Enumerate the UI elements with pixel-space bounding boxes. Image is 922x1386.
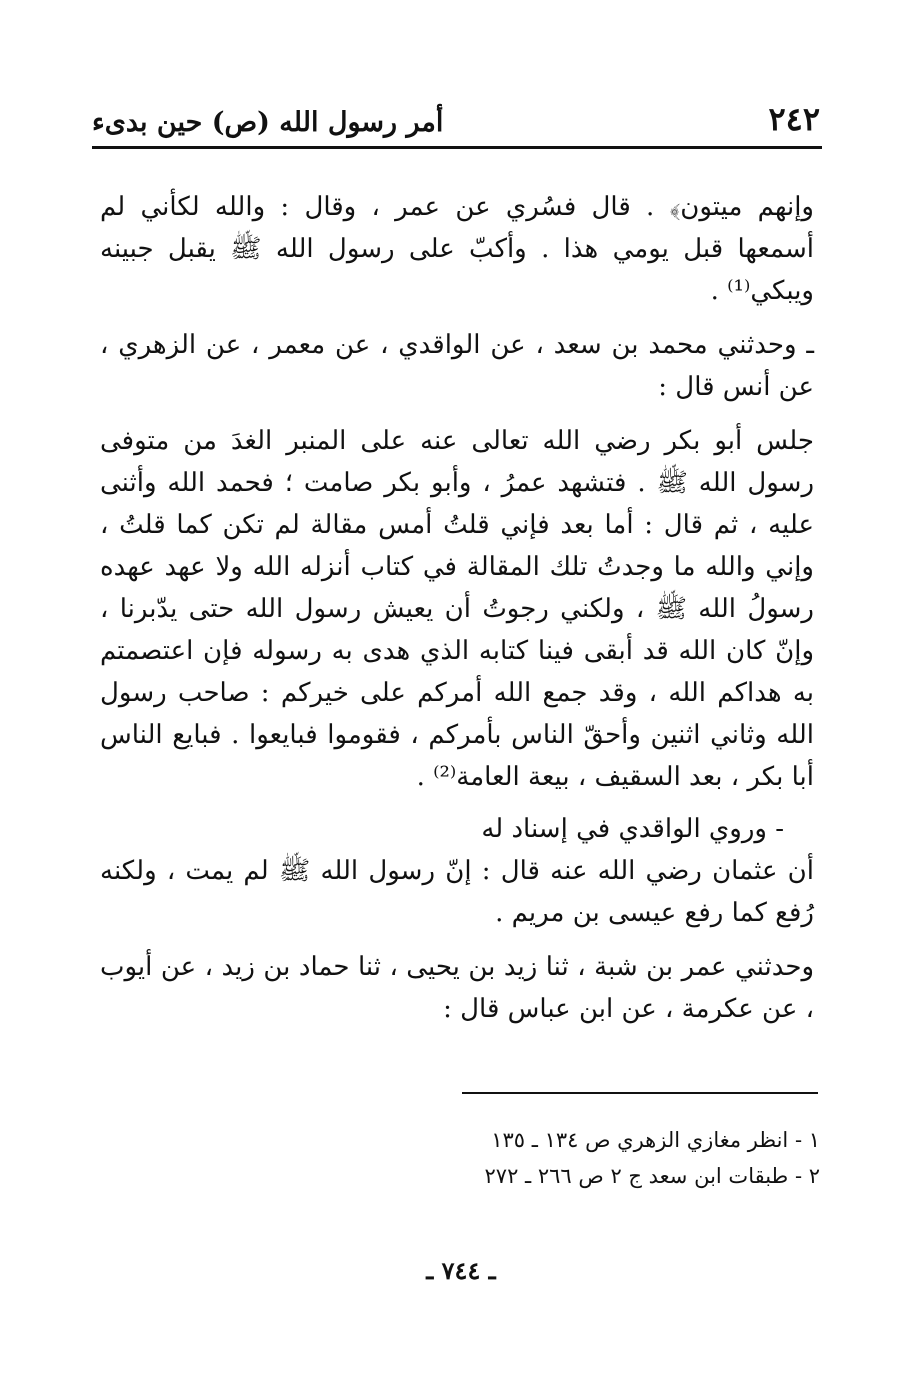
- page-header: [92, 92, 820, 138]
- paragraph-5: أن عثمان رضي الله عنه قال : إنّ رسول الله ﷺ لم يمت ، ولكنه رُفع كما رفع عيسى بن مريم .: [100, 856, 814, 928]
- paragraph-3: جلس أبو بكر رضي الله تعالى عنه على المنبر الغدَ من متوفى رسول الله ﷺ . فتشهد عمرُ ، وأبو بكر صامت ؛ فحمد الله وأثنى عليه ، ثم قال : أما بعد فإني قلتُ أمس مقالة لم تكن كما قلتُ ، وإني والله ما وجدتُ تلك المقالة في كتاب أنزله الله ولا عهد عهده رسولُ الله ﷺ ، ولكني رجوتُ أن يعيش رسول الله حتى يدّبرنا ، وإنّ كان الله قد أبقى فينا كتابه الذي هدى به رسوله فإن اعتصمتم به هداكم الله ، وقد جمع الله أمركم على خيركم : صاحب رسول الله وثاني اثنين وأحقّ الناس بأمركم ، فقوموا فبايعوا . فبايع الناس أبا بكر ، بعد السقيف ، بيعة العامة⁽²⁾ .: [100, 426, 814, 792]
- footnote-2: ٢ - طبقات ابن سعد ج ٢ ص ٢٦٦ ـ ٢٧٢: [484, 1164, 820, 1188]
- footnote-rule: [462, 1092, 818, 1094]
- paragraph-1: وإنهم ميتون﴾ . قال فسُري عن عمر ، وقال : والله لكأني لم أسمعها قبل يومي هذا . وأكبّ على رسول الله ﷺ يقبل جبينه ويبكي⁽¹⁾ .: [100, 192, 814, 306]
- footer-page-number: ـ ٧٤٤ ـ: [426, 1256, 496, 1285]
- paragraph-4: - وروي الواقدي في إسناد له: [481, 814, 784, 844]
- header-rule: [92, 146, 822, 149]
- header-page-number: ٢٤٢: [768, 100, 820, 138]
- main-text: [100, 186, 814, 1030]
- footnote-1: ١ - انظر مغازي الزهري ص ١٣٤ ـ ١٣٥: [491, 1128, 820, 1152]
- paragraph-2: ـ وحدثني محمد بن سعد ، عن الواقدي ، عن معمر ، عن الزهري ، عن أنس قال :: [100, 330, 814, 402]
- running-title: أمر رسول الله (ص) حين بدىء: [92, 107, 444, 138]
- paragraph-6: وحدثني عمر بن شبة ، ثنا زيد بن يحيى ، ثنا حماد بن زيد ، عن أيوب ، عن عكرمة ، عن ابن عباس قال :: [100, 952, 814, 1024]
- footnotes: [430, 1122, 820, 1194]
